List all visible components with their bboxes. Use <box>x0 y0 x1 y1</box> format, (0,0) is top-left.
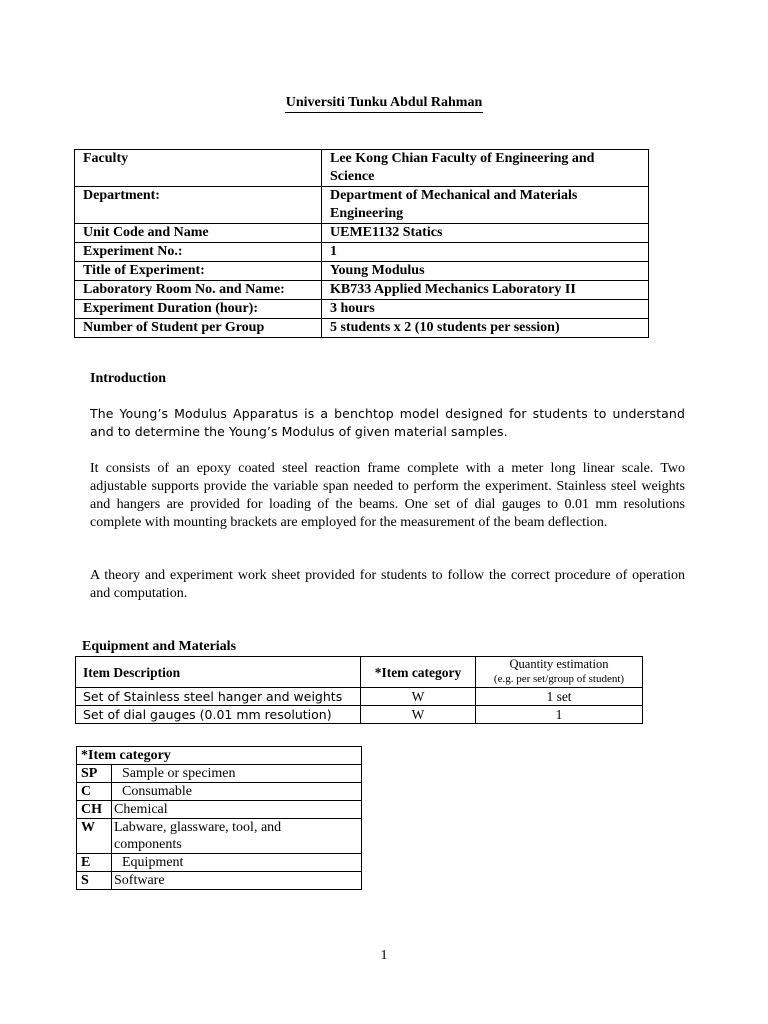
item-category: W <box>361 688 476 706</box>
info-label: Faculty <box>75 150 322 187</box>
info-label: Experiment No.: <box>75 243 322 262</box>
info-value: Lee Kong Chian Faculty of Engineering and Science <box>322 150 649 187</box>
info-value: 3 hours <box>322 300 649 319</box>
info-value: KB733 Applied Mechanics Laboratory II <box>322 281 649 300</box>
experiment-info-table <box>74 149 649 338</box>
info-row-faculty <box>75 150 649 187</box>
table-row <box>76 688 643 706</box>
intro-paragraph-2: It consists of an epoxy coated steel reaction frame complete with a meter long linear scale. Two adjustable supports provide the variable span needed to perform the experiment. Stainless steel weights and hangers are provided for loading of the beams. One set of dial gauges to 0.01 mm resolutions complete with mounting brackets are employed for the measurement of the beam deflection. <box>90 461 685 530</box>
item-category-legend <box>76 746 362 890</box>
item-category: W <box>361 706 476 724</box>
legend-row <box>77 854 362 872</box>
info-row-title <box>75 262 649 281</box>
info-value: 5 students x 2 (10 students per session) <box>322 319 649 338</box>
intro-paragraph-1: The Young’s Modulus Apparatus is a benchtop model designed for students to understand and to determine the Young’s Modulus of given material samples. <box>90 406 685 439</box>
legend-row <box>77 783 362 801</box>
equipment-heading: Equipment and Materials <box>82 639 237 654</box>
category-label: Labware, glassware, tool, and components <box>112 819 362 854</box>
category-label: Sample or specimen <box>112 765 362 783</box>
category-label: Software <box>112 872 362 890</box>
info-row-unit <box>75 224 649 243</box>
info-value: 1 <box>322 243 649 262</box>
header-item-category: *Item category <box>361 657 476 688</box>
category-label: Chemical <box>112 801 362 819</box>
info-value: Department of Mechanical and Materials Engineering <box>322 187 649 224</box>
info-value: UEME1132 Statics <box>322 224 649 243</box>
header-quantity <box>476 657 643 688</box>
legend-header-row <box>77 747 362 765</box>
legend-row <box>77 765 362 783</box>
info-label: Title of Experiment: <box>75 262 322 281</box>
category-label: Equipment <box>112 854 362 872</box>
intro-paragraph-3: A theory and experiment work sheet provided for students to follow the correct procedure of operation and computation. <box>90 568 685 601</box>
item-description: Set of Stainless steel hanger and weights <box>76 688 361 706</box>
category-code: C <box>77 783 112 801</box>
quantity-note: (e.g. per set/group of student) <box>493 673 625 685</box>
category-code: CH <box>77 801 112 819</box>
category-code: S <box>77 872 112 890</box>
introduction-heading: Introduction <box>90 371 166 386</box>
table-row <box>76 706 643 724</box>
info-label: Department: <box>75 187 322 224</box>
info-value: Young Modulus <box>322 262 649 281</box>
info-row-experiment-no <box>75 243 649 262</box>
info-row-duration <box>75 300 649 319</box>
quantity-label: Quantity estimation <box>509 657 609 671</box>
info-row-group-size <box>75 319 649 338</box>
info-label: Number of Student per Group <box>75 319 322 338</box>
info-row-department <box>75 187 649 224</box>
category-code: E <box>77 854 112 872</box>
item-description: Set of dial gauges (0.01 mm resolution) <box>76 706 361 724</box>
info-row-lab-room <box>75 281 649 300</box>
info-label: Laboratory Room No. and Name: <box>75 281 322 300</box>
university-name: Universiti Tunku Abdul Rahman <box>285 95 483 113</box>
legend-row <box>77 819 362 854</box>
info-label: Experiment Duration (hour): <box>75 300 322 319</box>
header-item-description: Item Description <box>76 657 361 688</box>
category-code: SP <box>77 765 112 783</box>
legend-row <box>77 801 362 819</box>
page-number: 1 <box>380 948 388 963</box>
item-quantity: 1 set <box>476 688 643 706</box>
legend-row <box>77 872 362 890</box>
category-label: Consumable <box>112 783 362 801</box>
info-label: Unit Code and Name <box>75 224 322 243</box>
equipment-table <box>75 656 643 724</box>
document-title <box>0 95 768 113</box>
category-code: W <box>77 819 112 854</box>
equipment-header-row <box>76 657 643 688</box>
item-quantity: 1 <box>476 706 643 724</box>
legend-heading: *Item category <box>77 747 362 765</box>
